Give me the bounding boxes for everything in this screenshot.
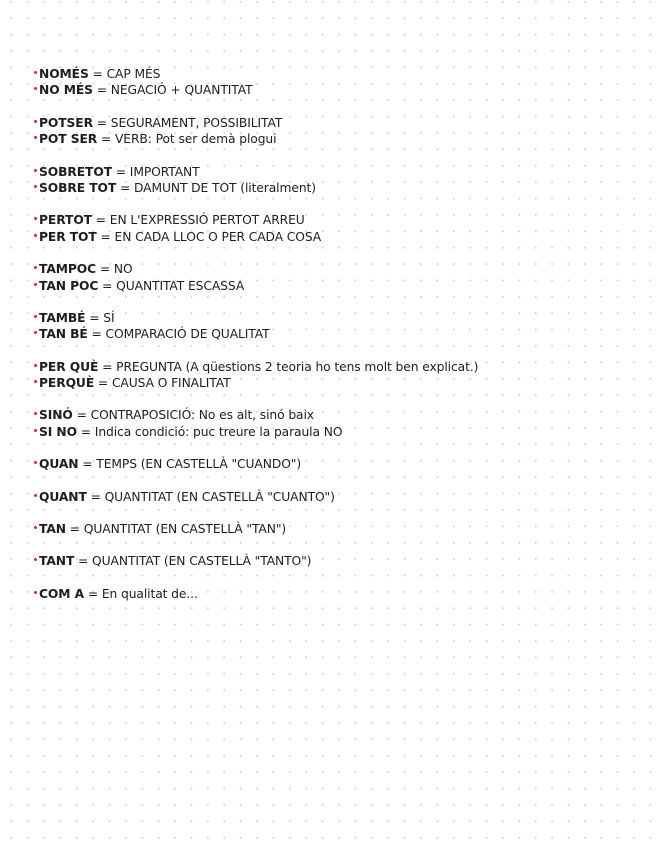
bullet-dot-icon [34, 412, 37, 415]
note-term: SOBRETOT [39, 164, 112, 179]
note-line [34, 310, 644, 326]
bullet-dot-icon [34, 315, 37, 318]
bullet-dot-icon [34, 234, 37, 237]
note-definition: = NEGACIÓ + QUANTITAT [92, 83, 253, 98]
note-term: NO MÉS [39, 83, 93, 98]
note-line [34, 456, 644, 472]
bullet-dot-icon [34, 136, 37, 139]
bullet-dot-icon [34, 558, 37, 561]
note-definition: = NO [96, 262, 133, 277]
note-term: POT SER [39, 132, 98, 147]
bullet-dot-icon [34, 331, 37, 334]
note-definition: = TEMPS (EN CASTELLÀ "CUANDO") [78, 457, 302, 472]
note-definition: = VERB: Pot ser demà plogui [97, 132, 277, 147]
note-line [34, 424, 644, 440]
note-term: SOBRE TOT [39, 180, 117, 195]
note-term: TANT [39, 554, 75, 569]
note-line [34, 359, 644, 375]
bullet-dot-icon [34, 185, 37, 188]
bullet-dot-icon [34, 494, 37, 497]
note-group [34, 66, 644, 99]
note-definition: = SÍ [85, 310, 115, 325]
note-line [34, 553, 644, 569]
note-group [34, 115, 644, 148]
note-definition: = CAP MÉS [88, 67, 161, 81]
bullet-dot-icon [34, 266, 37, 269]
note-definition: = QUANTITAT (EN CASTELLÀ "CUANTO") [86, 489, 335, 504]
note-definition: = EN L'EXPRESSIÓ PERTOT ARREU [91, 213, 305, 228]
note-line [34, 375, 644, 391]
note-term: QUANT [39, 489, 87, 504]
note-line [34, 180, 644, 196]
note-definition: = COMPARACIÓ DE QUALITAT [87, 327, 270, 342]
note-line [34, 326, 644, 342]
note-line [34, 82, 644, 98]
note-definition: = IMPORTANT [111, 164, 200, 179]
note-definition: = En qualitat de... [84, 586, 198, 601]
note-definition: = PREGUNTA (A qüestions 2 teoria ho tens molt ben explicat.) [98, 359, 479, 374]
note-group [34, 212, 644, 245]
note-definition: = DAMUNT DE TOT (literalment) [116, 180, 316, 195]
note-group [34, 261, 644, 294]
note-definition: = CONTRAPOSICIÓ: No es alt, sinó baix [72, 408, 314, 423]
bullet-dot-icon [34, 169, 37, 172]
notes-list [34, 66, 644, 618]
note-term: COM A [39, 586, 85, 601]
bullet-dot-icon [34, 591, 37, 594]
note-term: PER QUÈ [39, 359, 99, 374]
note-term: TAMBÉ [39, 310, 86, 325]
bullet-dot-icon [34, 380, 37, 383]
note-line [34, 115, 644, 131]
note-line [34, 66, 644, 82]
note-line [34, 164, 644, 180]
note-definition: = CAUSA O FINALITAT [94, 376, 231, 391]
bullet-dot-icon [34, 87, 37, 90]
note-line [34, 407, 644, 423]
note-term: PERTOT [39, 213, 92, 228]
bullet-dot-icon [34, 217, 37, 220]
note-line [34, 212, 644, 228]
bullet-dot-icon [34, 71, 37, 74]
note-term: TAN [39, 522, 66, 537]
note-line [34, 586, 644, 602]
note-group [34, 164, 644, 197]
note-term: PER TOT [39, 229, 97, 244]
note-term: QUAN [39, 457, 79, 472]
note-line [34, 278, 644, 294]
note-term: SINÓ [39, 408, 73, 423]
note-term: PERQUÈ [39, 376, 95, 391]
bullet-dot-icon [34, 283, 37, 286]
note-term: TAMPOC [39, 262, 97, 277]
note-term: TAN BÉ [39, 327, 88, 342]
note-definition: = Indica condició: puc treure la paraula NO [76, 424, 343, 439]
note-definition: = EN CADA LLOC O PER CADA COSA [96, 229, 322, 244]
note-definition: = QUANTITAT (EN CASTELLÀ "TANTO") [74, 554, 312, 569]
note-group [34, 521, 644, 537]
bullet-dot-icon [34, 364, 37, 367]
note-group [34, 407, 644, 440]
note-group [34, 456, 644, 472]
note-term: POTSER [39, 115, 93, 130]
note-line [34, 489, 644, 505]
note-group [34, 489, 644, 505]
note-term: SI NO [39, 424, 77, 439]
note-definition: = SEGURAMENT, POSSIBILITAT [92, 115, 283, 130]
note-line [34, 261, 644, 277]
bullet-dot-icon [34, 526, 37, 529]
note-line [34, 131, 644, 147]
note-group [34, 586, 644, 602]
bullet-dot-icon [34, 120, 37, 123]
note-group [34, 310, 644, 343]
note-definition: = QUANTITAT ESCASSA [98, 278, 245, 293]
note-definition: = QUANTITAT (EN CASTELLÀ "TAN") [65, 522, 287, 537]
bullet-dot-icon [34, 429, 37, 432]
note-group [34, 553, 644, 569]
note-line [34, 521, 644, 537]
note-line [34, 229, 644, 245]
bullet-dot-icon [34, 461, 37, 464]
note-term: NOMÉS [39, 67, 89, 81]
note-term: TAN POC [39, 278, 99, 293]
note-group [34, 359, 644, 392]
